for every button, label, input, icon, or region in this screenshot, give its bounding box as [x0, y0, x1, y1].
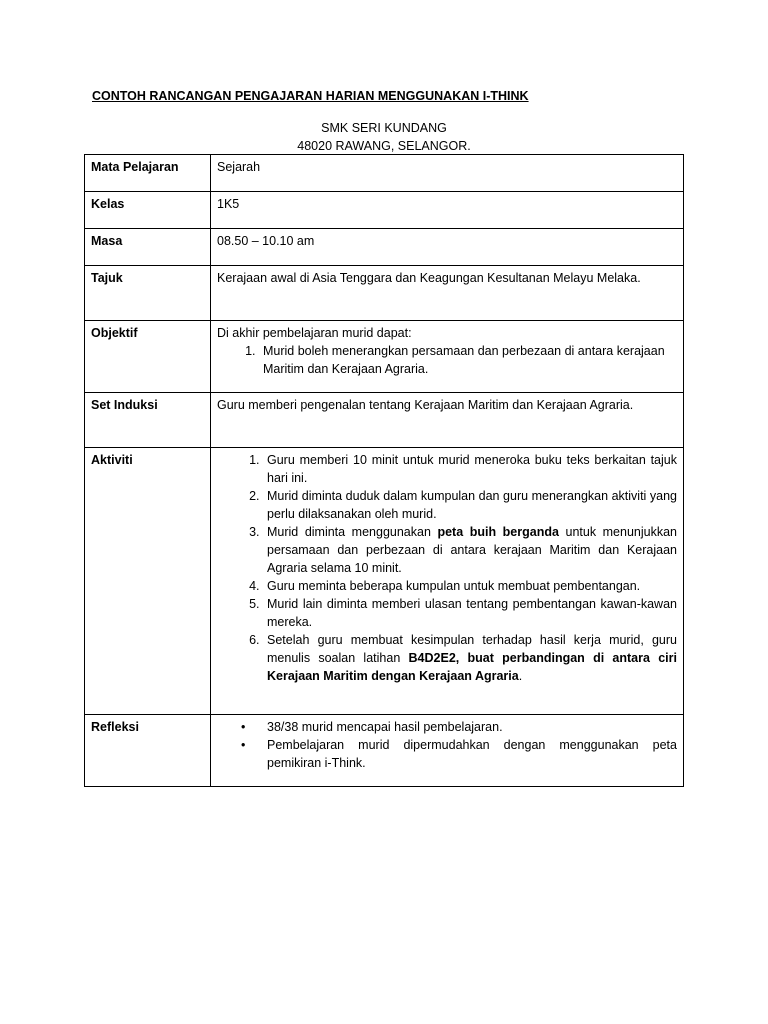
row-masa [85, 229, 684, 266]
row-tajuk [85, 266, 684, 321]
value-set-induksi: Guru memberi pengenalan tentang Kerajaan Maritim dan Kerajaan Agraria. [211, 393, 684, 448]
value-masa: 08.50 – 10.10 am [211, 229, 684, 266]
value-aktiviti [211, 448, 684, 715]
aktiviti-item-6 [263, 631, 677, 685]
aktiviti-item-1: 1. Guru memberi 10 minit untuk murid meneroka buku teks berkaitan tajuk hari ini. [263, 451, 677, 487]
value-objektif [211, 321, 684, 393]
aktiviti-item-2: 2. Murid diminta duduk dalam kumpulan dan guru menerangkan aktiviti yang perlu dilaksanakan oleh murid. [263, 487, 677, 523]
aktiviti-list [217, 451, 677, 685]
aktiviti-item-4: 4. Guru meminta beberapa kumpulan untuk membuat pembentangan. [263, 577, 677, 595]
value-tajuk: Kerajaan awal di Asia Tenggara dan Keagungan Kesultanan Melayu Melaka. [211, 266, 684, 321]
label-set-induksi: Set Induksi [85, 393, 211, 448]
aktiviti-item-6-bold: B4D2E2, buat perbandingan di antara ciri Kerajaan Maritim dengan Kerajaan Agraria [267, 651, 677, 683]
school-address: 48020 RAWANG, SELANGOR. [297, 139, 471, 153]
objektif-item: 1. Murid boleh menerangkan persamaan dan perbezaan di antara kerajaan Maritim dan Kerajaan Agraria. [259, 342, 677, 378]
row-aktiviti [85, 448, 684, 715]
aktiviti-item-6-text-b: . [518, 669, 523, 683]
objektif-list [217, 342, 677, 378]
aktiviti-item-3-text-b: untuk menunjukkan persamaan dan perbezaan di antara kerajaan Maritim dan Kerajaan Agraria selama 10 minit. [267, 525, 677, 575]
school-header [0, 119, 768, 155]
value-mata-pelajaran: Sejarah [211, 155, 684, 192]
aktiviti-item-6-text-a: Setelah guru membuat kesimpulan terhadap hasil kerja murid, guru menulis soalan latihan [267, 633, 677, 665]
value-refleksi [211, 715, 684, 787]
aktiviti-item-3 [263, 523, 677, 577]
row-objektif [85, 321, 684, 393]
row-kelas [85, 192, 684, 229]
row-set-induksi [85, 393, 684, 448]
row-refleksi [85, 715, 684, 787]
label-masa: Masa [85, 229, 211, 266]
school-name: SMK SERI KUNDANG [321, 121, 447, 135]
value-kelas: 1K5 [211, 192, 684, 229]
document-title: CONTOH RANCANGAN PENGAJARAN HARIAN MENGGUNAKAN I-THINK [92, 89, 529, 103]
row-mata-pelajaran [85, 155, 684, 192]
lesson-plan-table [84, 154, 684, 787]
refleksi-item-1 [241, 718, 677, 736]
aktiviti-item-5: 5. Murid lain diminta memberi ulasan tentang pembentangan kawan-kawan mereka. [263, 595, 677, 631]
refleksi-text-2: Pembelajaran murid dipermudahkan dengan menggunakan peta pemikiran i-Think. [267, 738, 677, 770]
label-kelas: Kelas [85, 192, 211, 229]
label-aktiviti: Aktiviti [85, 448, 211, 715]
aktiviti-item-3-bold: peta buih berganda [437, 525, 559, 539]
refleksi-item-2 [241, 736, 677, 772]
objektif-intro: Di akhir pembelajaran murid dapat: [217, 326, 412, 340]
label-refleksi: Refleksi [85, 715, 211, 787]
label-mata-pelajaran: Mata Pelajaran [85, 155, 211, 192]
aktiviti-item-3-text-a: Murid diminta menggunakan [267, 525, 438, 539]
label-objektif: Objektif [85, 321, 211, 393]
bullet-icon: • [241, 720, 246, 734]
label-tajuk: Tajuk [85, 266, 211, 321]
refleksi-list [217, 718, 677, 772]
bullet-icon: • [241, 738, 246, 752]
refleksi-text-1: 38/38 murid mencapai hasil pembelajaran. [267, 720, 503, 734]
